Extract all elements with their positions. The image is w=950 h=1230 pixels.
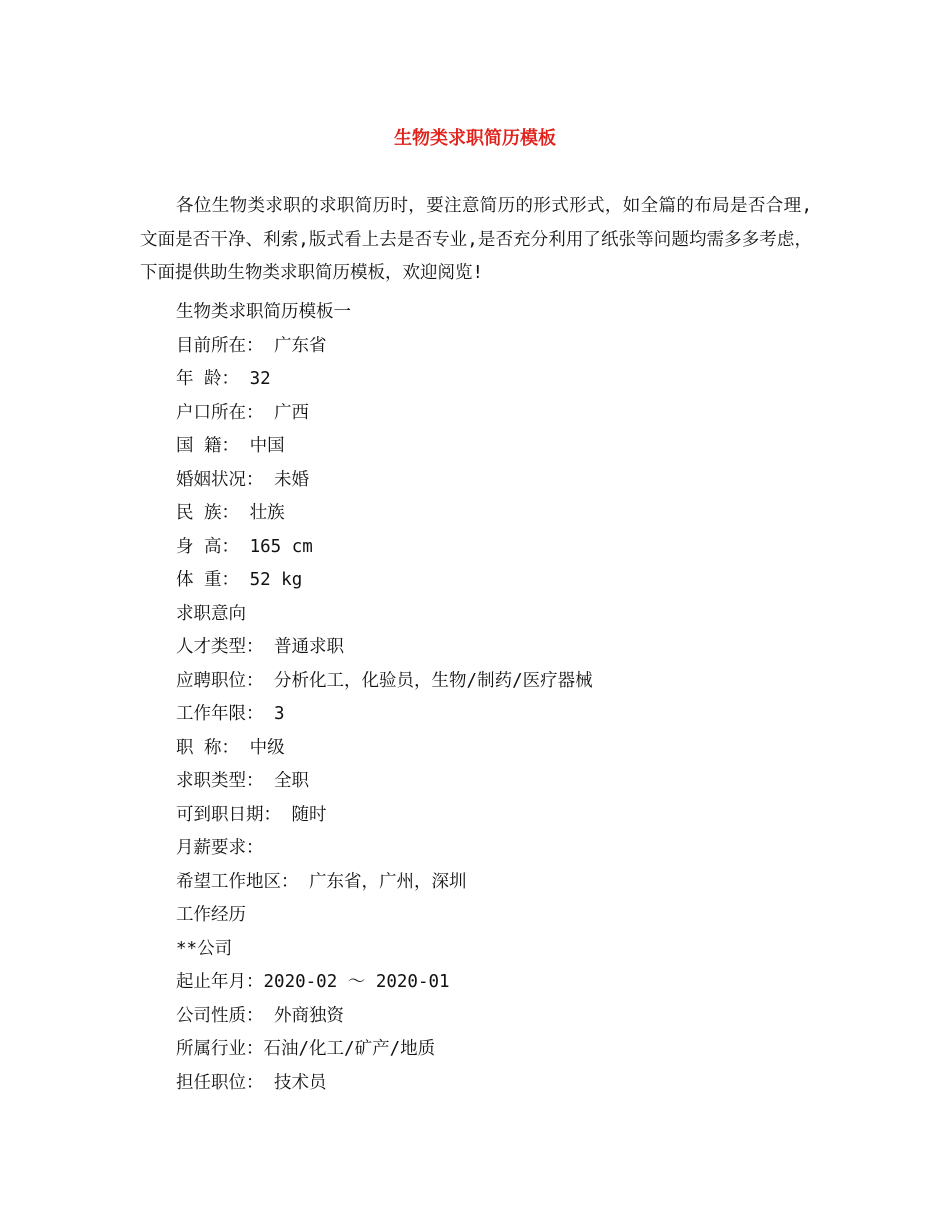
field-current-location: 目前所在： 广东省: [176, 335, 327, 356]
field-expected-salary: 月薪要求：: [176, 838, 264, 858]
field-household-registration: 户口所在： 广西: [176, 402, 310, 423]
resume-lines: [176, 296, 816, 1100]
document-title: 生物类求职简历模板: [394, 128, 556, 149]
field-age: 年 龄： 32: [176, 369, 271, 389]
field-position-held: 担任职位： 技术员: [176, 1072, 327, 1093]
company-name: **公司: [176, 938, 233, 959]
field-marital-status: 婚姻状况： 未婚: [176, 469, 310, 490]
field-ethnicity: 民 族： 壮族: [176, 503, 285, 523]
field-employment-period: 起止年月：2020-02 ～ 2020-01: [176, 972, 450, 992]
field-applied-position: 应聘职位： 分析化工，化验员，生物/制药/医疗器械: [176, 670, 593, 691]
section-heading-job-intention: 求职意向: [176, 603, 246, 624]
field-height: 身 高： 165 cm: [176, 536, 313, 557]
intro-paragraph: 各位生物类求职的求职简历时，要注意简历的形式形式，如全篇的布局是否合理,文面是否干净、利索,版式看上去是否专业,是否充分利用了纸张等问题均需多多考虑，下面提供助生物类求职简历模板，欢迎阅览!: [140, 196, 812, 283]
field-job-type: 求职类型： 全职: [176, 771, 310, 791]
field-professional-title: 职 称： 中级: [176, 737, 285, 758]
field-nationality: 国 籍： 中国: [176, 436, 285, 456]
field-weight: 体 重： 52 kg: [176, 570, 303, 590]
field-available-date: 可到职日期： 随时: [176, 804, 327, 825]
section-heading-work-experience: 工作经历: [176, 905, 246, 925]
section-heading-template-one: 生物类求职简历模板一: [176, 302, 351, 322]
field-years-of-experience: 工作年限： 3: [176, 704, 285, 724]
field-company-nature: 公司性质： 外商独资: [176, 1005, 345, 1026]
field-preferred-region: 希望工作地区： 广东省，广州，深圳: [176, 871, 467, 892]
field-industry: 所属行业：石油/化工/矿产/地质: [176, 1039, 436, 1059]
field-talent-type: 人才类型： 普通求职: [176, 637, 345, 657]
